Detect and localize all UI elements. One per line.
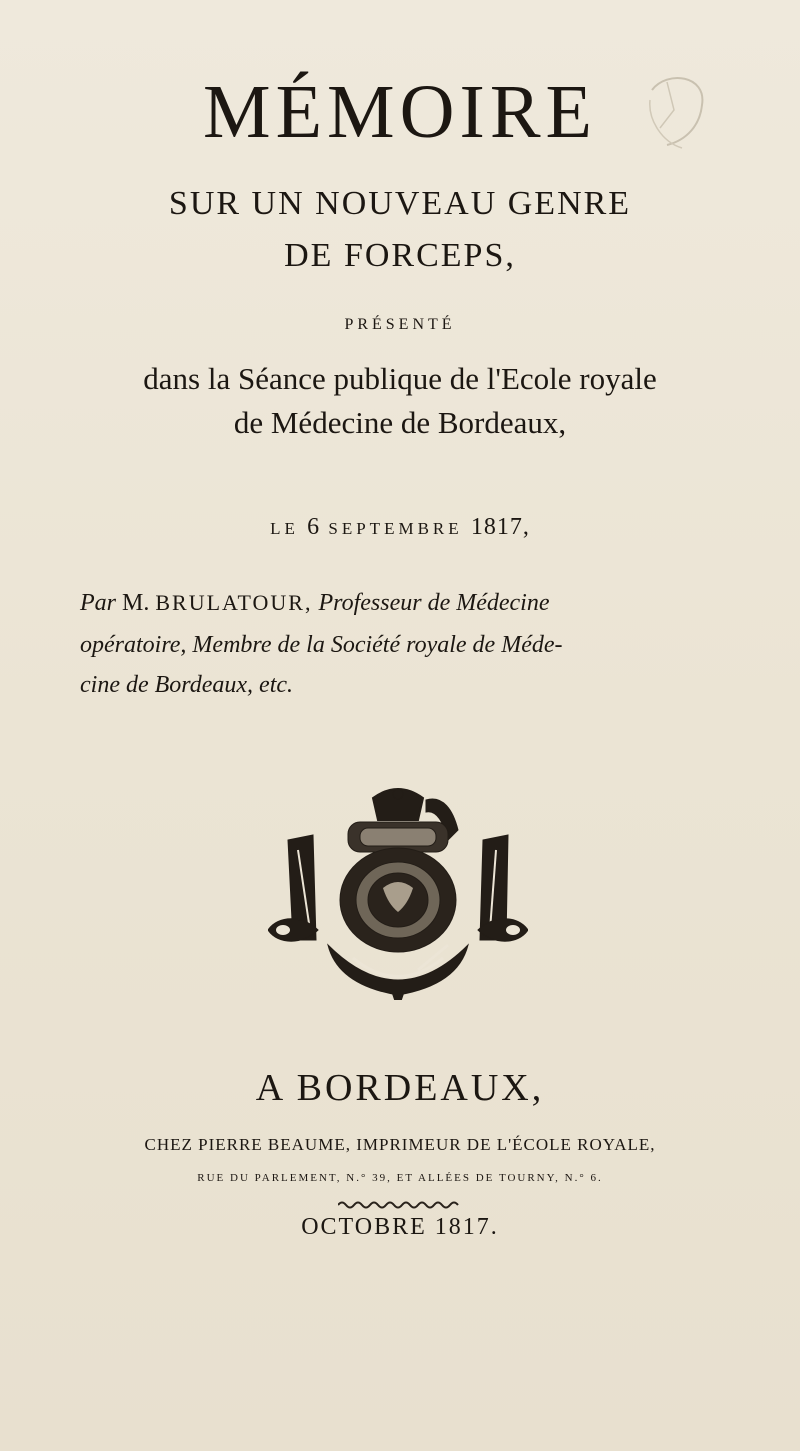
- author-role-1: Professeur de Médecine: [318, 590, 550, 616]
- presented-label: PRÉSENTÉ: [344, 316, 456, 333]
- ornamental-rule: [338, 1200, 463, 1210]
- subtitle-line-2: DE FORCEPS,: [284, 237, 516, 274]
- author-honorific: M.: [122, 590, 150, 616]
- date-month: SEPTEMBRE: [328, 519, 463, 538]
- author-role-2: opératoire, Membre de la Société royale de Méde-: [80, 632, 563, 658]
- page-title: MÉMOIRE: [203, 70, 597, 154]
- venue-line-1: dans la Séance publique de l'Ecole royale: [143, 361, 657, 396]
- royal-arms-vignette-icon: [268, 780, 528, 1000]
- imprint-address: RUE DU PARLEMENT, N.° 39, ET ALLÉES DE TOURNY, N.° 6.: [197, 1172, 603, 1184]
- date-year: 1817,: [470, 514, 530, 540]
- author-name: BRULATOUR,: [155, 590, 313, 615]
- author-par: Par: [80, 590, 116, 616]
- date-prefix: LE: [270, 519, 299, 538]
- imprint-date: OCTOBRE 1817.: [301, 1214, 499, 1240]
- author-role-3: cine de Bordeaux, etc.: [80, 672, 294, 698]
- author-line-1: [80, 588, 550, 618]
- subtitle-line-1: SUR UN NOUVEAU GENRE: [168, 185, 632, 222]
- date-day: 6: [307, 514, 321, 540]
- imprint-printer: CHEZ PIERRE BEAUME, IMPRIMEUR DE L'ÉCOLE ROYALE,: [144, 1135, 656, 1154]
- presentation-date: [0, 514, 800, 542]
- venue-line-2: de Médecine de Bordeaux,: [233, 405, 567, 440]
- imprint-place: A BORDEAUX,: [255, 1067, 545, 1109]
